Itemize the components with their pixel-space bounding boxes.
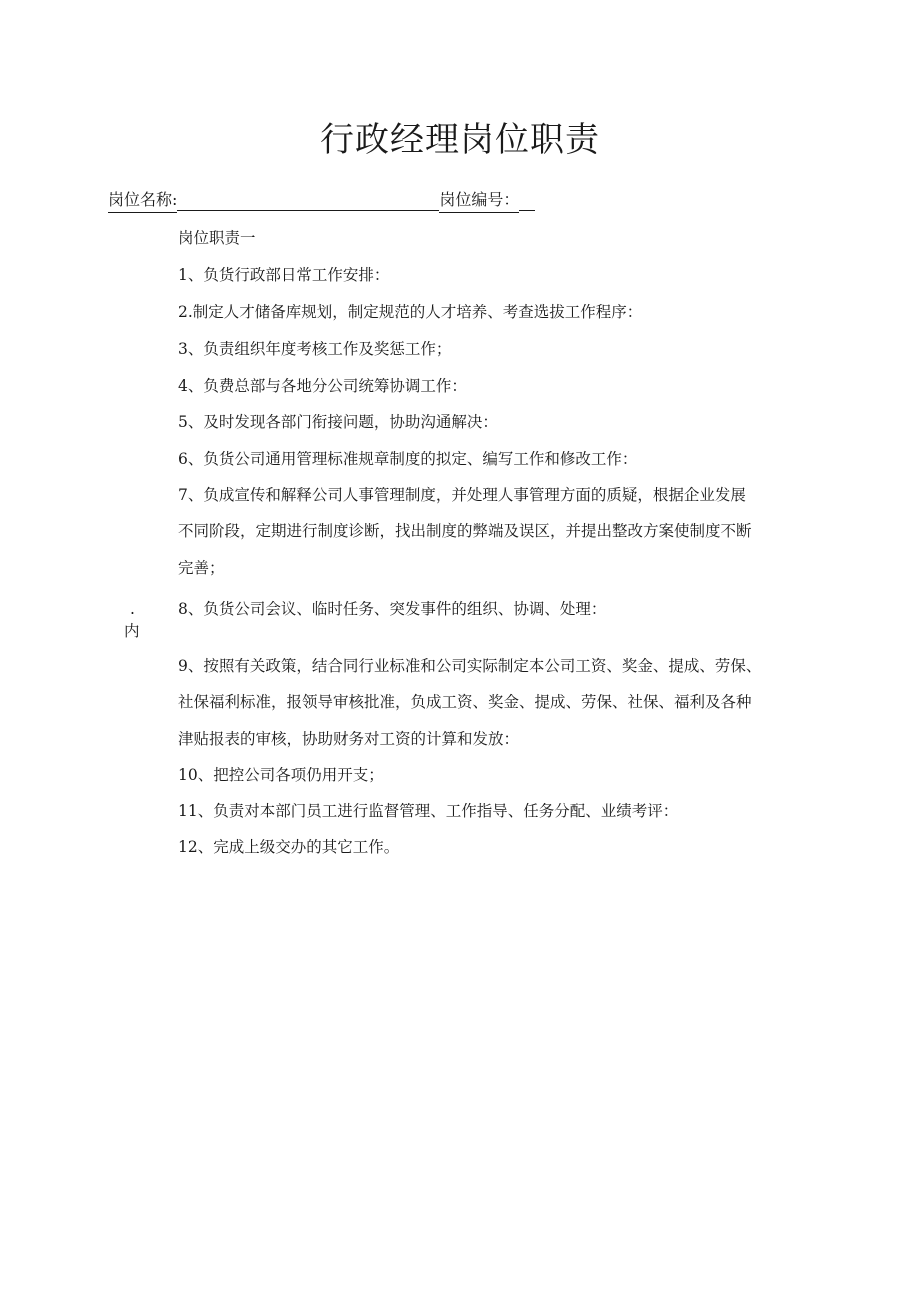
duty-3: 3、负责组织年度考核工作及奖惩工作；	[178, 340, 452, 358]
position-name-label: 岗位名称:	[108, 188, 177, 213]
margin-dot: .	[130, 600, 135, 618]
duty-5: 5、及时发现各部门衔接问题，协助沟通解决：	[178, 413, 498, 431]
duty-8: 8、负货公司会议、临时任务、突发事件的组织、协调、处理：	[178, 600, 607, 618]
position-code-label: 岗位编号：	[439, 188, 519, 213]
position-info-row	[108, 188, 535, 212]
duty-11: 11、负责对本部门员工进行监督管理、工作指导、任务分配、业绩考评：	[178, 802, 679, 820]
duty-2: 2.制定人才储备库规划，制定规范的人才培养、考查选拔工作程序：	[178, 303, 643, 321]
margin-character: 内	[124, 622, 140, 640]
duty-12: 12、完成上级交办的其它工作。	[178, 838, 400, 856]
duty-7-line-2: 不同阶段，定期进行制度诊断，找出制度的弊端及误区，并提出整改方案使制度不断	[178, 522, 752, 540]
duty-9-line-3: 津贴报表的审核，协助财务对工资的计算和发放：	[178, 730, 520, 748]
duty-4: 4、负费总部与各地分公司统筹协调工作：	[178, 377, 467, 395]
duty-9-line-2: 社保福利标准，报领导审核批准，负成工资、奖金、提成、劳保、社保、福利及各种	[178, 693, 752, 711]
duty-7-line-1: 7、负成宣传和解释公司人事管理制度，并处理人事管理方面的质疑，根据企业发展	[178, 486, 746, 504]
position-name-field	[177, 188, 439, 211]
position-code-field	[519, 188, 535, 211]
duty-1: 1、负货行政部日常工作安排：	[178, 266, 390, 284]
duty-10: 10、把控公司各项仍用开支；	[178, 766, 384, 784]
duty-9-line-1: 9、按照有关政策，结合同行业标准和公司实际制定本公司工资、奖金、提成、劳保、	[178, 657, 762, 675]
duty-7-line-3: 完善；	[178, 559, 225, 577]
duty-6: 6、负货公司通用管理标准规章制度的拟定、编写工作和修改工作：	[178, 450, 638, 468]
section-heading: 岗位职责一	[178, 229, 256, 247]
page-title: 行政经理岗位职责	[320, 120, 600, 160]
